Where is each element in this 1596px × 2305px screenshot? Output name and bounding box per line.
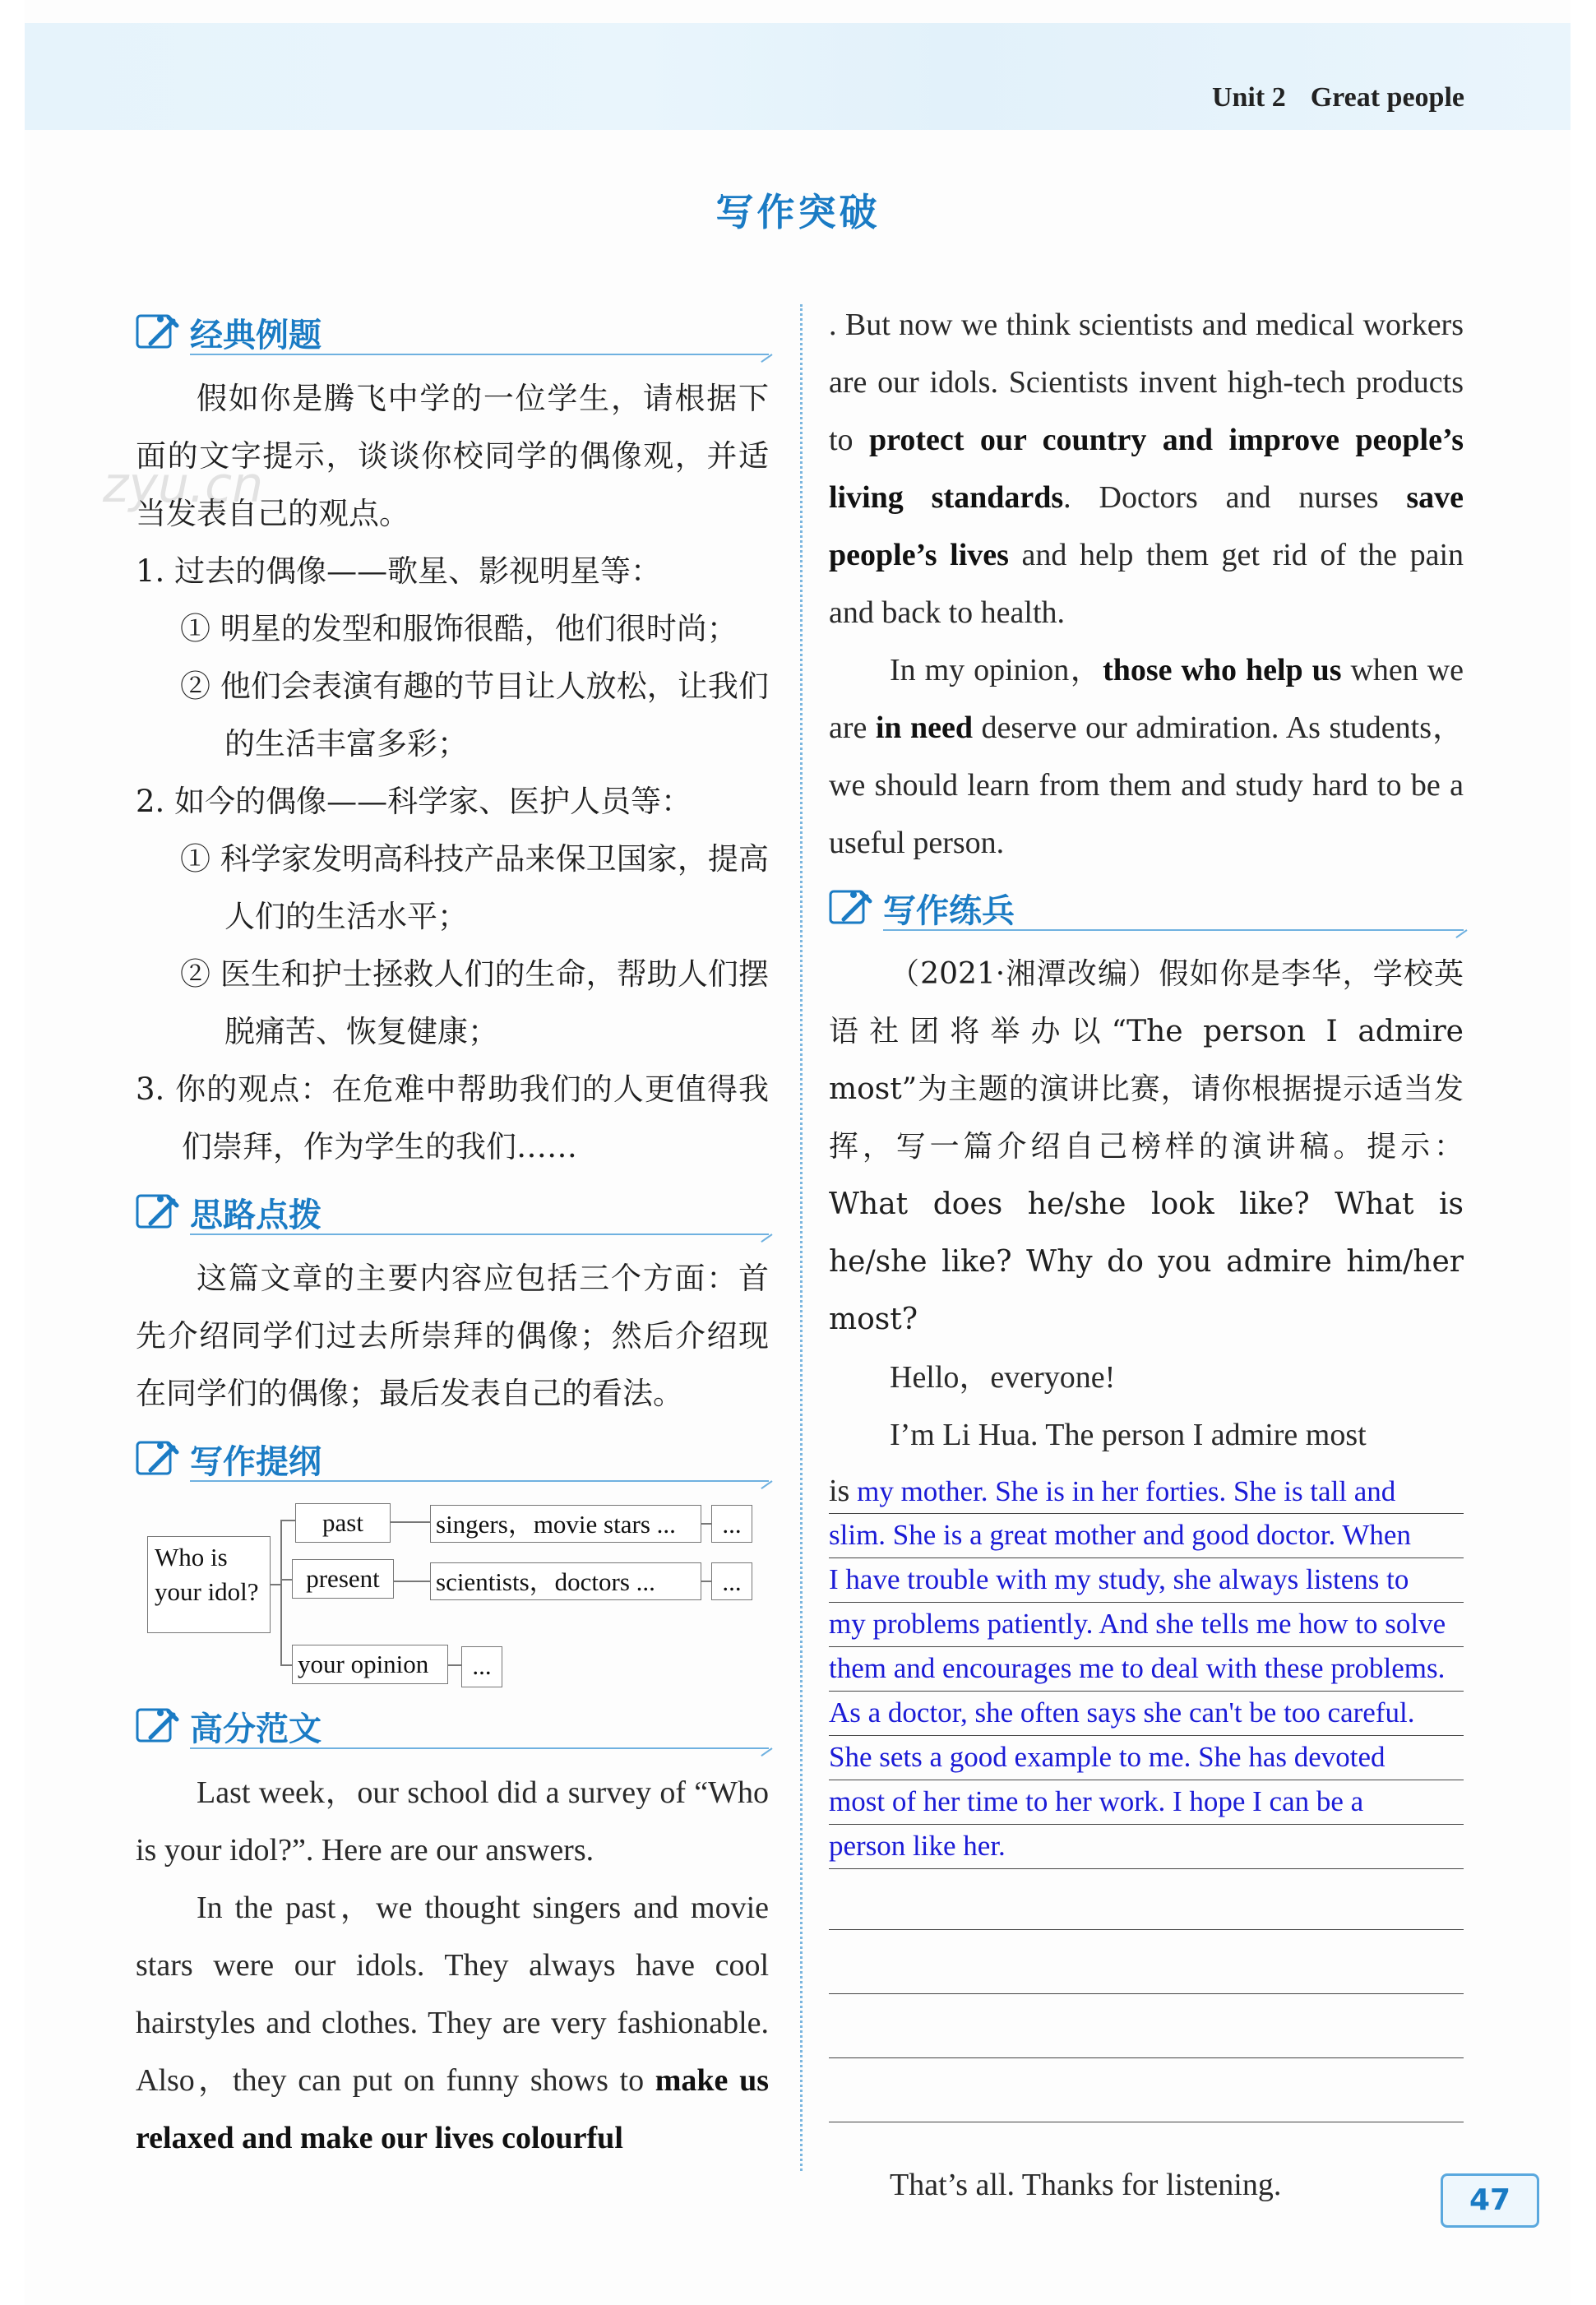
speech-closing: That’s all. Thanks for listening. xyxy=(890,2168,1282,2202)
example-item-1b: ② 他们会表演有趣的节目让人放松，让我们的生活丰富多彩； xyxy=(180,669,769,761)
example-item-1: 1. 过去的偶像——歌星、影视明星等： xyxy=(136,553,662,589)
example-item-2b: ② 医生和护士拯救人们的生命，帮助人们摆脱痛苦、恢复健康； xyxy=(180,956,769,1049)
handwritten-line: them and encourages me to deal with these problems. xyxy=(829,1646,1464,1692)
section-label: 写作练兵 xyxy=(883,892,1015,930)
column-divider xyxy=(800,304,803,2171)
left-column xyxy=(136,296,769,2167)
outline-present-detail: scientists，doctors ... xyxy=(430,1562,701,1600)
handwritten-line: person like her. xyxy=(829,1824,1464,1869)
outline-diagram xyxy=(136,1497,769,1690)
section-label: 写作提纲 xyxy=(190,1443,322,1481)
model-paragraph-2-start xyxy=(136,1879,769,2167)
idea-text: 这篇文章的主要内容应包括三个方面：首先介绍同学们过去所崇拜的偶像；然后介绍现在同学们的偶像；最后发表自己的看法。 xyxy=(136,1261,769,1411)
pen-runner-icon xyxy=(136,1191,182,1232)
model-text: deserve our admiration. As students，we should learn from them and study hard to be a useful person. xyxy=(829,710,1464,860)
connector xyxy=(701,1581,711,1582)
header-band xyxy=(25,23,1571,130)
model-bold-phrase: those who help us xyxy=(1103,653,1342,687)
section-label: 思路点拨 xyxy=(190,1196,322,1234)
right-column xyxy=(829,296,1464,2214)
speech-greeting: Hello，everyone! xyxy=(890,1360,1116,1395)
section-rule xyxy=(190,1233,769,1235)
outline-past: past xyxy=(295,1503,391,1543)
outline-present-more: ... xyxy=(711,1562,752,1600)
connector xyxy=(280,1520,282,1666)
model-text: when we are xyxy=(829,653,1464,745)
handwritten-line: my problems patiently. And she tells me how to solve xyxy=(829,1602,1464,1647)
outline-root: Who is your idol? xyxy=(147,1536,271,1633)
model-paragraph-1: Last week，our school did a survey of “Who is your idol?”. Here are our answers. xyxy=(136,1775,769,1868)
model-bold-phrase: make us relaxed and make our lives colourful xyxy=(136,2063,770,2155)
watermark: zyu.cn xyxy=(103,456,264,514)
blank-lines[interactable] xyxy=(829,1905,1464,2151)
example-item-2a: ① 科学家发明高科技产品来保卫国家，提高人们的生活水平； xyxy=(180,841,769,934)
handwritten-line: slim. She is a great mother and good doctor. When xyxy=(829,1513,1464,1558)
speech-is: is xyxy=(829,1474,850,1508)
blank-line xyxy=(829,1929,1464,1930)
connector xyxy=(394,1581,430,1582)
model-bold-phrase: save people’s lives xyxy=(829,480,1464,572)
page-number: 47 xyxy=(1441,2173,1539,2228)
handwritten-line: She sets a good example to me. She has devoted xyxy=(829,1735,1464,1780)
outline-past-more: ... xyxy=(711,1505,752,1543)
speech-opening: I’m Li Hua. The person I admire most xyxy=(890,1418,1367,1452)
section-rule xyxy=(190,1480,769,1482)
connector xyxy=(391,1521,430,1523)
section-header-outline xyxy=(136,1431,769,1485)
unit-title: Great people xyxy=(1310,82,1464,113)
example-intro: 假如你是腾飞中学的一位学生，请根据下面的文字提示，谈谈你校同学的偶像观，并适当发表自己的观点。 xyxy=(136,381,769,531)
pen-runner-icon xyxy=(136,311,182,352)
handwritten-line: most of her time to her work. I hope I can be a xyxy=(829,1780,1464,1825)
example-item-1a: ① 明星的发型和服饰很酷，他们很时尚； xyxy=(180,611,738,646)
connector xyxy=(271,1584,280,1585)
section-label: 经典例题 xyxy=(190,317,322,354)
handwritten-line: my mother. She is in her forties. She is tall and xyxy=(857,1475,1396,1507)
section-rule xyxy=(883,929,1464,931)
pen-runner-icon xyxy=(136,1437,182,1479)
practice-prompt: （2021·湘潭改编）假如你是李华，学校英语社团将举办以“The person I admire most”为主题的演讲比赛，请你根据提示适当发挥，写一篇介绍自己榜样的演讲稿。提示：What does he/she look like? What is he/she like? Why do you admire him/her most? xyxy=(829,957,1464,1336)
pen-runner-icon xyxy=(136,1705,182,1746)
model-bold-phrase: in need xyxy=(875,710,974,745)
section-header-idea xyxy=(136,1184,769,1238)
section-label: 高分范文 xyxy=(190,1710,322,1748)
model-bold-phrase: protect our country and improve people’s living standards xyxy=(829,423,1464,515)
section-header-model xyxy=(136,1698,769,1752)
outline-past-detail: singers，movie stars ... xyxy=(430,1505,701,1543)
page-title: 写作突破 xyxy=(715,190,881,234)
handwritten-line: As a doctor, she often says she can't be too careful. xyxy=(829,1691,1464,1736)
example-item-3: 3. 你的观点：在危难中帮助我们的人更值得我们崇拜，作为学生的我们…… xyxy=(136,1072,769,1164)
model-paragraph-2-cont xyxy=(829,296,1464,641)
connector xyxy=(280,1520,295,1521)
model-text: . Doctors and nurses xyxy=(1063,480,1407,515)
writing-line xyxy=(829,1469,1464,1514)
section-header-practice xyxy=(829,880,1464,934)
model-text: . But now we think scientists and medical workers are our idols. Scientists invent high-tech products to xyxy=(829,308,1464,457)
handwritten-line: I have trouble with my study, she always listens to xyxy=(829,1557,1464,1603)
unit-header xyxy=(1212,82,1464,113)
model-text: In the past，we thought singers and movie stars were our idols. They always have cool hairstyles and clothes. They are very fashionable. Also，they can put on funny shows to xyxy=(136,1891,769,2098)
model-paragraph-3 xyxy=(829,641,1464,872)
outline-present: present xyxy=(292,1559,394,1599)
blank-line xyxy=(829,2057,1464,2058)
connector xyxy=(448,1664,461,1666)
model-text: In my opinion， xyxy=(890,653,1103,687)
outline-opinion-more: ... xyxy=(461,1646,502,1687)
blank-line xyxy=(829,1993,1464,1994)
section-header-example xyxy=(136,304,769,359)
section-rule xyxy=(190,354,769,355)
model-text: and help them get rid of the pain and back to health. xyxy=(829,538,1464,630)
outline-opinion: your opinion xyxy=(292,1645,448,1684)
example-item-2: 2. 如今的偶像——科学家、医护人员等： xyxy=(136,784,692,819)
writing-area[interactable] xyxy=(829,1469,1464,1905)
section-rule xyxy=(190,1747,769,1749)
pen-runner-icon xyxy=(829,886,875,928)
unit-number: Unit 2 xyxy=(1211,82,1286,113)
